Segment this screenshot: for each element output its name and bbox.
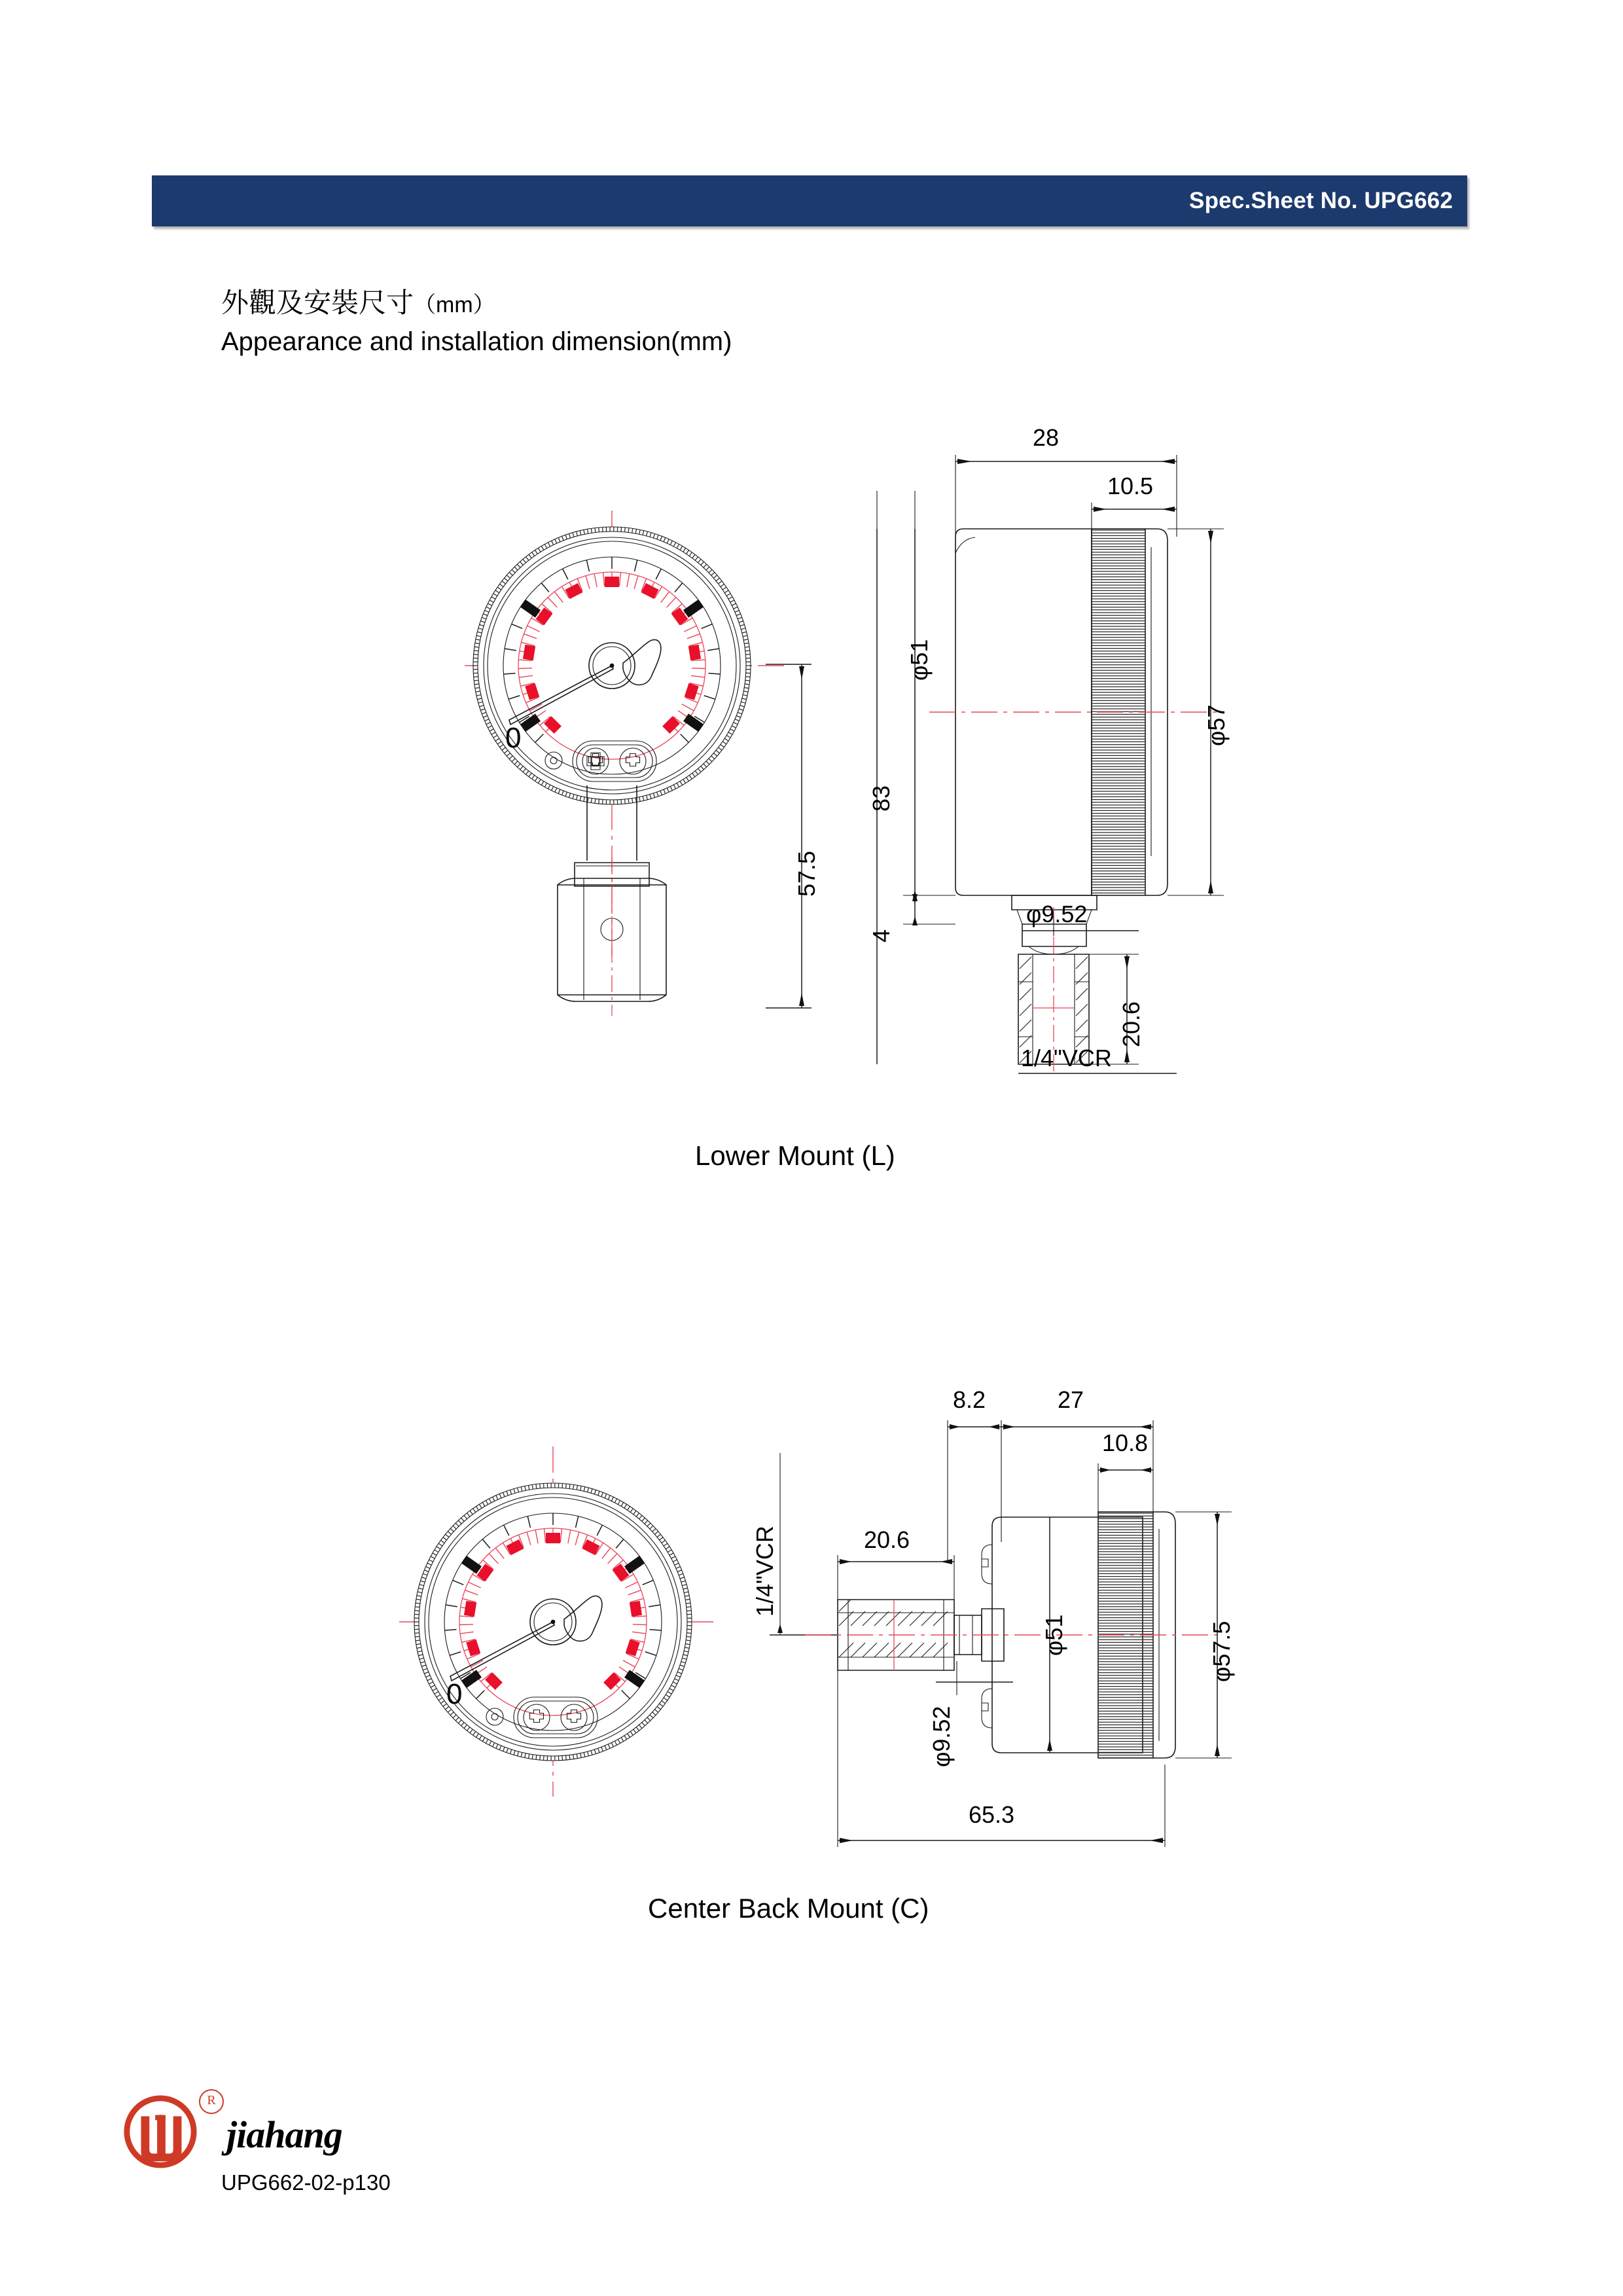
lower-mount-caption: Lower Mount (L)	[695, 1140, 895, 1171]
dim-lower-connection-type: 1/4"VCR	[1021, 1045, 1112, 1071]
lower-mount-side-view	[857, 419, 1329, 1073]
registered-trademark-icon: R	[199, 2089, 224, 2114]
dim-back-bezel-depth: 10.8	[1102, 1429, 1149, 1456]
dim-lower-stem-diameter: φ9.52	[1026, 901, 1088, 927]
dim-lower-case-diameter: φ51	[906, 639, 933, 681]
section-title-chinese-unit: （mm）	[414, 293, 495, 317]
header-bar	[152, 175, 1467, 226]
center-back-front-view	[393, 1440, 720, 1806]
dim-back-stem-diameter: φ9.52	[928, 1706, 955, 1767]
dim-back-overall-length: 65.3	[969, 1801, 1015, 1828]
lower-mount-height-dimension	[753, 497, 838, 1047]
footer	[122, 2089, 488, 2220]
dim-lower-total-width: 28	[1033, 424, 1060, 451]
spec-sheet-number: Spec.Sheet No. UPG662	[1189, 188, 1453, 213]
center-back-mount-caption: Center Back Mount (C)	[648, 1893, 929, 1924]
document-code: UPG662-02-p130	[221, 2170, 391, 2195]
gauge-zero-label: 0	[505, 722, 522, 754]
dim-lower-overall-height: 83	[868, 785, 895, 812]
dim-back-stud-length: 8.2	[953, 1386, 986, 1413]
dim-lower-bezel-width: 10.5	[1107, 473, 1154, 499]
section-title-chinese-text: 外觀及安裝尺寸	[221, 287, 414, 318]
brand-name: jiahang	[226, 2113, 342, 2156]
dim-back-connection-type: 1/4"VCR	[751, 1526, 778, 1617]
dim-back-bezel-diameter: φ57.5	[1208, 1621, 1235, 1682]
dim-lower-front-height: 57.5	[793, 850, 820, 897]
dim-back-case-diameter: φ51	[1041, 1614, 1067, 1656]
gauge-zero-label: 0	[446, 1678, 463, 1710]
section-title-english: Appearance and installation dimension(mm)	[221, 327, 732, 356]
lower-mount-front-view	[458, 504, 798, 1041]
dim-lower-neck-height: 4	[868, 929, 895, 942]
center-back-side-view	[740, 1348, 1276, 1892]
dim-back-body-depth: 27	[1058, 1386, 1084, 1413]
dim-back-connector-length: 20.6	[864, 1526, 910, 1553]
jiahang-logo-icon	[122, 2093, 199, 2170]
dim-lower-bezel-diameter: φ57	[1203, 704, 1230, 746]
section-title-chinese	[221, 281, 495, 321]
dim-lower-connector-height: 20.6	[1118, 1001, 1145, 1047]
